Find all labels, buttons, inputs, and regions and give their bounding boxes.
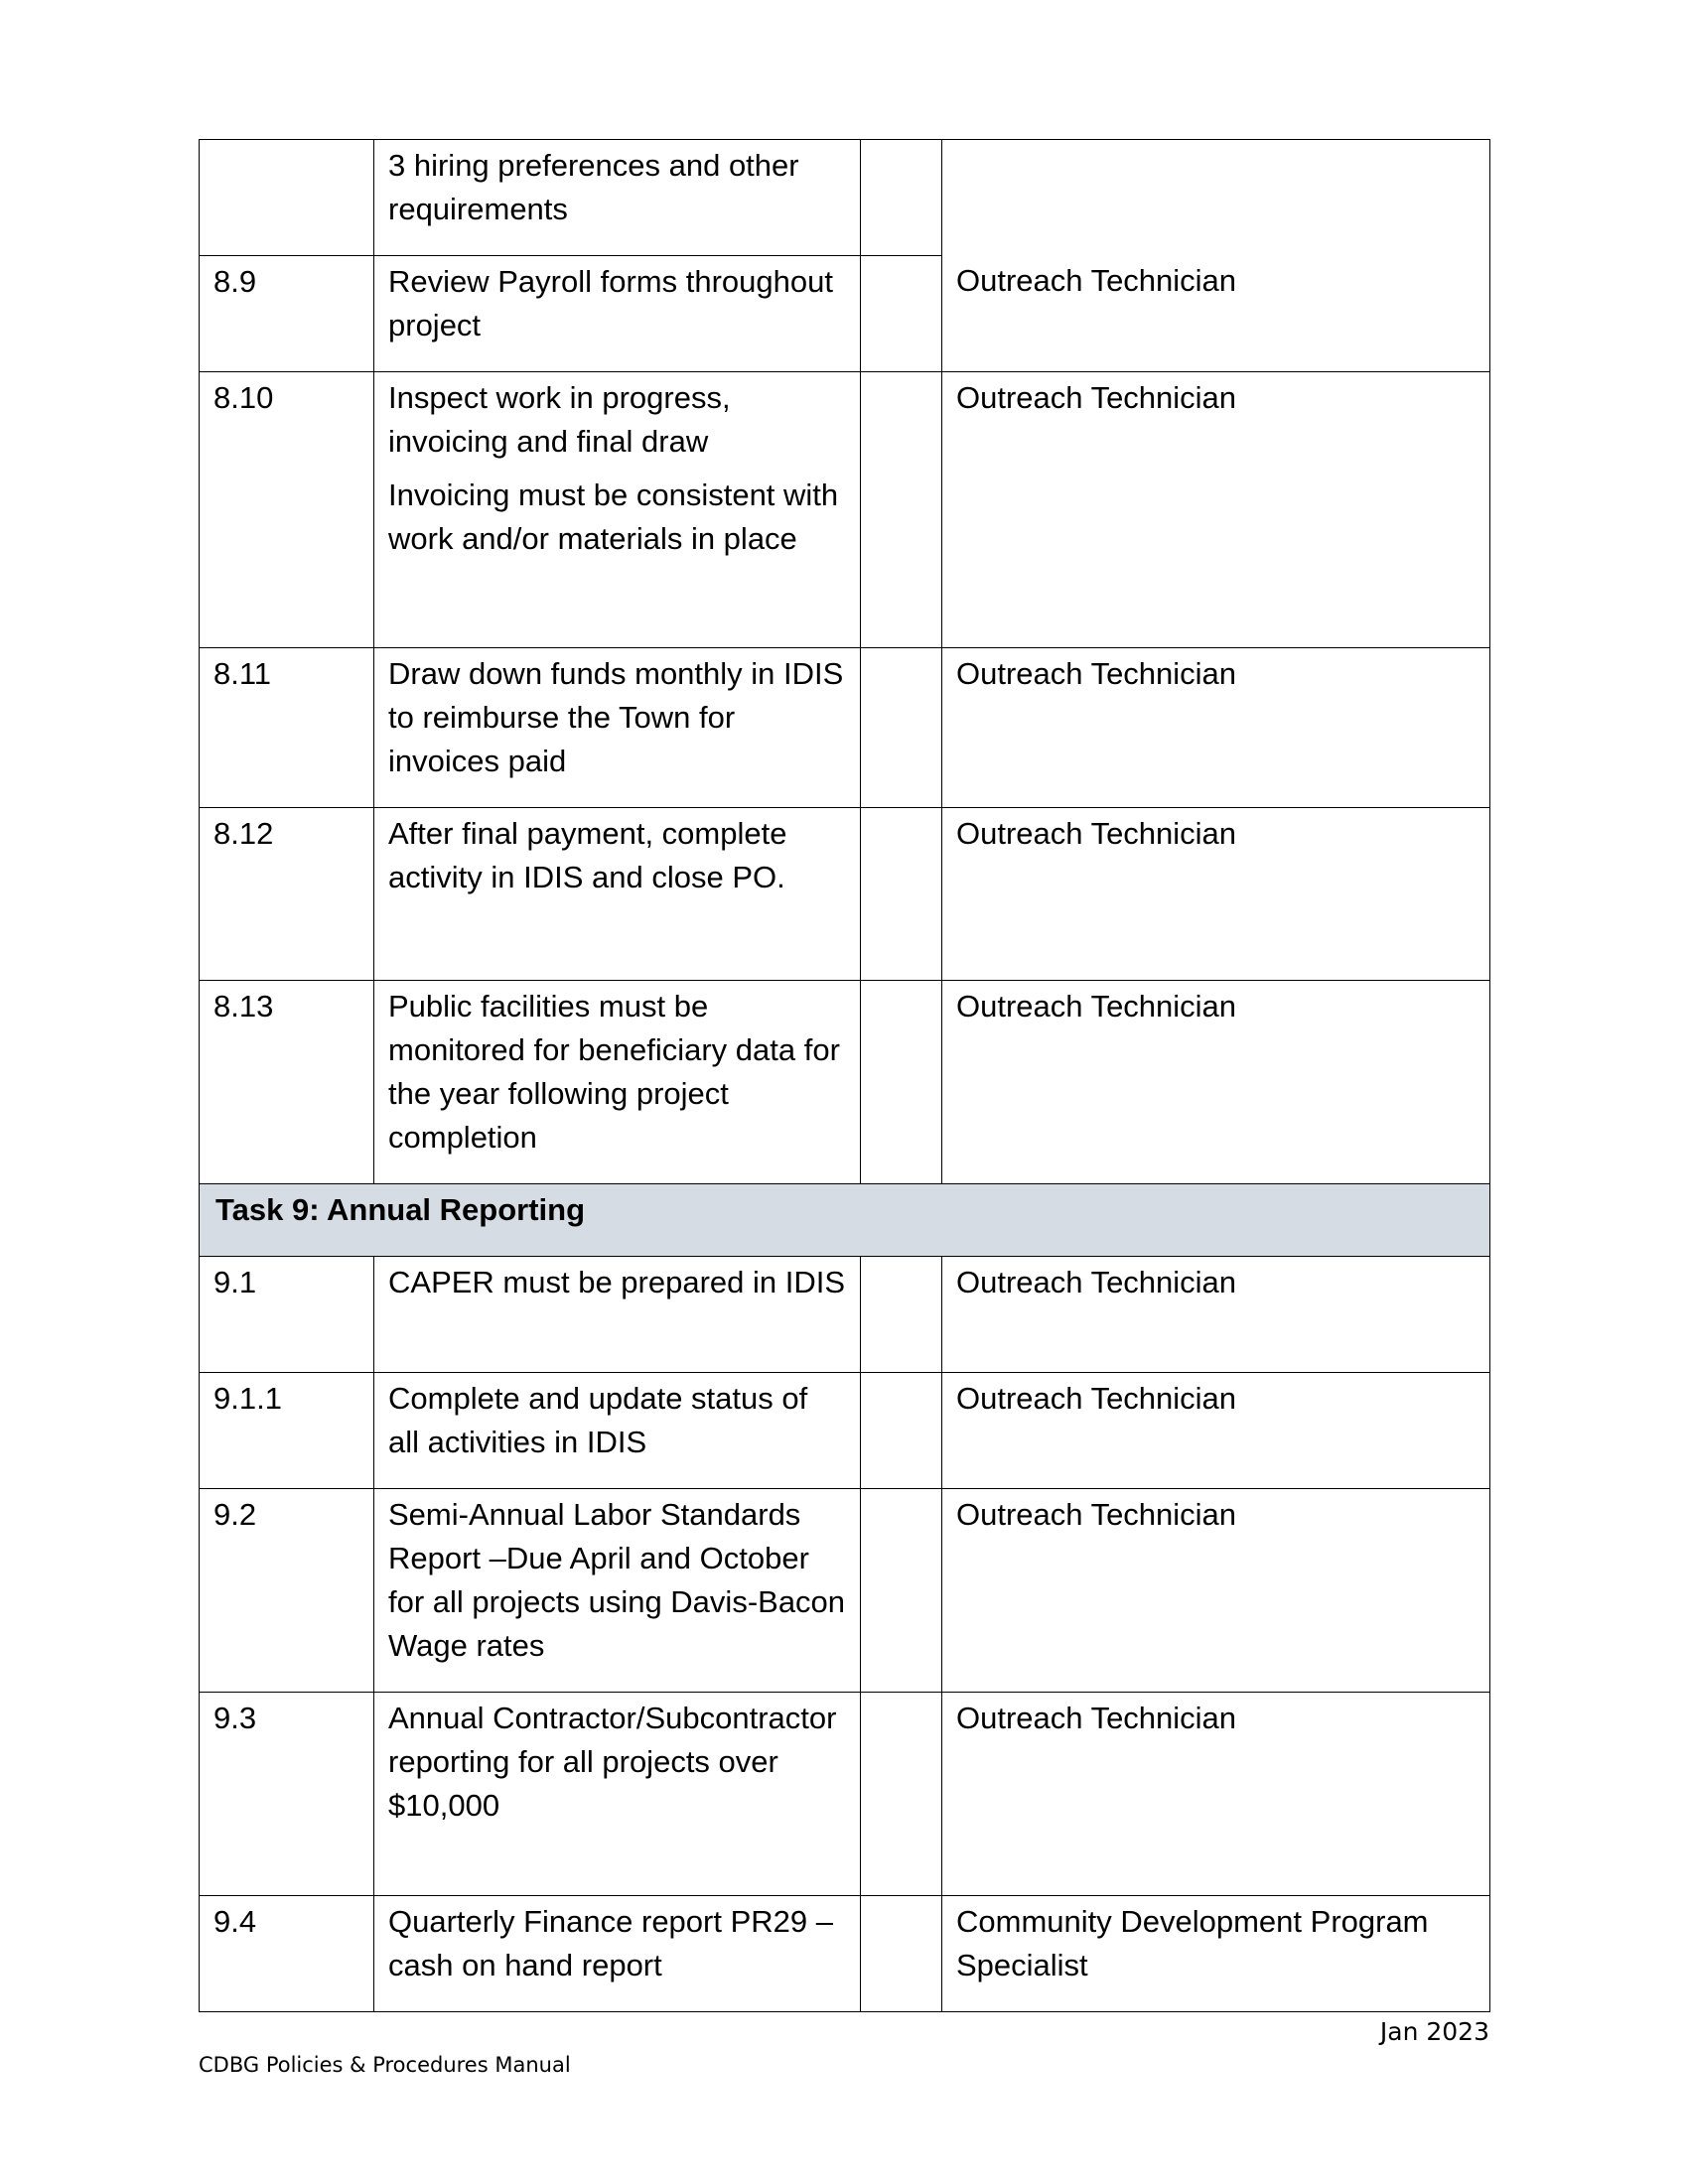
- blank-cell: [861, 1489, 942, 1693]
- table-row: [200, 648, 1490, 808]
- task-description-text: Public facilities must be monitored for beneficiary data for the year following project completion: [388, 989, 840, 1155]
- task-responsible: Outreach Technician: [942, 1373, 1490, 1489]
- blank-cell: [861, 1373, 942, 1489]
- footer-document-title: CDBG Policies & Procedures Manual: [199, 2053, 571, 2077]
- task-description-text: Semi-Annual Labor Standards Report –Due April and October for all projects using Davis-Bacon Wage rates: [388, 1497, 846, 1663]
- task-number: 9.1.1: [200, 1373, 374, 1489]
- task-number: 9.1: [200, 1257, 374, 1373]
- task-number: 8.11: [200, 648, 374, 808]
- task-description: [374, 1257, 861, 1373]
- blank-cell: [861, 808, 942, 981]
- table-row: [200, 981, 1490, 1184]
- task-description-text: CAPER must be prepared in IDIS: [388, 1265, 846, 1299]
- blank-cell: [861, 1257, 942, 1373]
- table-row: [200, 372, 1490, 648]
- table-row: [200, 808, 1490, 981]
- blank-cell: [861, 372, 942, 648]
- task-number: 8.10: [200, 372, 374, 648]
- task-responsible: Outreach Technician: [942, 140, 1490, 372]
- task-description-text: After final payment, complete activity in IDIS and close PO.: [388, 816, 787, 894]
- table-row: [200, 1373, 1490, 1489]
- task-responsible: Community Development Program Specialist: [942, 1896, 1490, 2012]
- task-description: [374, 648, 861, 808]
- task-table: [199, 139, 1490, 2012]
- table-row: [200, 1489, 1490, 1693]
- task-responsible: Outreach Technician: [942, 981, 1490, 1184]
- footer-date: Jan 2023: [1379, 2017, 1489, 2046]
- task-number: 9.3: [200, 1693, 374, 1896]
- blank-cell: [861, 140, 942, 256]
- blank-cell: [861, 1896, 942, 2012]
- blank-cell: [861, 648, 942, 808]
- task-description: [374, 1693, 861, 1896]
- task-description: [374, 981, 861, 1184]
- task-description: [374, 1373, 861, 1489]
- table-row: [200, 140, 1490, 256]
- task-description-text: Inspect work in progress, invoicing and final draw: [388, 380, 731, 459]
- task-description: [374, 372, 861, 648]
- task-description: [374, 140, 861, 256]
- task-description-text: Review Payroll forms throughout project: [388, 264, 833, 342]
- task-description-text: Quarterly Finance report PR29 – cash on hand report: [388, 1904, 833, 1982]
- blank-cell: [861, 1693, 942, 1896]
- table-row: [200, 1257, 1490, 1373]
- task-description-text: Complete and update status of all activities in IDIS: [388, 1381, 808, 1459]
- task-description-text: Annual Contractor/Subcontractor reporting for all projects over $10,000: [388, 1701, 837, 1823]
- task-number: 8.12: [200, 808, 374, 981]
- task-description: [374, 1489, 861, 1693]
- task-description: [374, 256, 861, 372]
- task-number: 8.9: [200, 256, 374, 372]
- task-number: 9.2: [200, 1489, 374, 1693]
- table-row: [200, 1896, 1490, 2012]
- task-description-text: Invoicing must be consistent with work and/or materials in place: [388, 478, 839, 556]
- task-responsible: Outreach Technician: [942, 1693, 1490, 1896]
- table-row: [200, 1693, 1490, 1896]
- task-responsible: Outreach Technician: [942, 1257, 1490, 1373]
- task-description-text: Draw down funds monthly in IDIS to reimburse the Town for invoices paid: [388, 656, 844, 778]
- section-header-row: [200, 1184, 1490, 1257]
- task-description: [374, 1896, 861, 2012]
- task-description-text: 3 hiring preferences and other requirements: [388, 148, 799, 226]
- task-responsible: Outreach Technician: [942, 1489, 1490, 1693]
- task-responsible: Outreach Technician: [942, 808, 1490, 981]
- task-description: [374, 808, 861, 981]
- blank-cell: [861, 981, 942, 1184]
- section-title: Task 9: Annual Reporting: [200, 1184, 1490, 1257]
- task-responsible: Outreach Technician: [942, 648, 1490, 808]
- blank-cell: [861, 256, 942, 372]
- task-number: 9.4: [200, 1896, 374, 2012]
- task-responsible: Outreach Technician: [942, 372, 1490, 648]
- task-number: [200, 140, 374, 256]
- task-number: 8.13: [200, 981, 374, 1184]
